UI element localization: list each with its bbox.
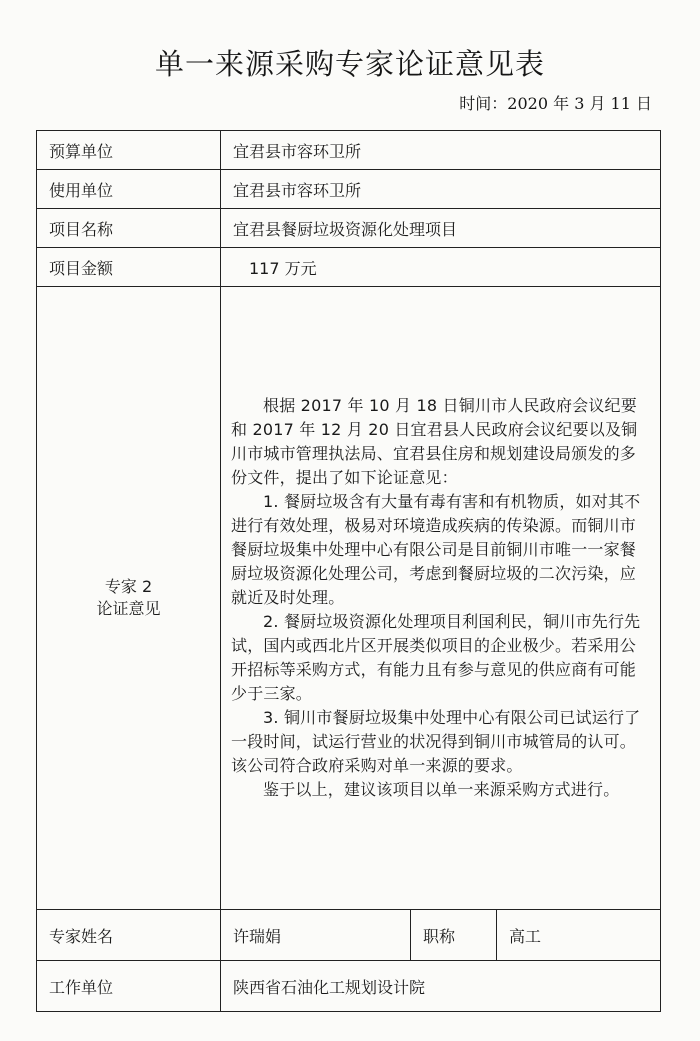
project-name-row — [37, 209, 661, 248]
using-unit-row — [37, 170, 661, 209]
expert-name-label: 专家姓名 — [37, 910, 221, 961]
work-unit-row — [37, 961, 661, 1012]
expert-opinion-label-line2: 论证意见 — [96, 599, 161, 618]
opinion-intro: 根据 2017 年 10 月 18 日铜川市人民政府会议纪要和 2017 年 12 月 20 日宜君县人民政府会议纪要以及铜川市城市管理执法局、宜君县住房和规划建设局颁发的多份文件，提出了如下论证意见： — [231, 396, 638, 487]
budget-unit-row — [37, 131, 661, 170]
expert-title-label: 职称 — [411, 910, 497, 961]
work-unit-value: 陕西省石油化工规划设计院 — [221, 961, 661, 1012]
budget-unit-label: 预算单位 — [37, 131, 221, 170]
project-amount-row — [37, 248, 661, 287]
expert-opinion-label-line1: 专家 2 — [104, 577, 153, 596]
using-unit-label: 使用单位 — [37, 170, 221, 209]
project-name-value: 宜君县餐厨垃圾资源化处理项目 — [221, 209, 661, 248]
expert-name-value: 许瑞娟 — [221, 910, 411, 961]
document-date: 时间：2020 年 3 月 11 日 — [459, 94, 652, 113]
expert-info-row — [37, 910, 661, 961]
budget-unit-value: 宜君县市容环卫所 — [221, 131, 661, 170]
project-amount-label: 项目金额 — [37, 248, 221, 287]
opinion-form-table — [36, 130, 661, 1012]
expert-opinion-label — [37, 287, 221, 910]
opinion-conclusion: 鉴于以上，建议该项目以单一来源采购方式进行。 — [263, 780, 620, 799]
project-name-label: 项目名称 — [37, 209, 221, 248]
opinion-point-2: 2. 餐厨垃圾资源化处理项目利国利民，铜川市先行先试，国内或西北片区开展类似项目的企业极少。若采用公开招标等采购方式，有能力且有参与意见的供应商有可能少于三家。 — [231, 612, 641, 703]
opinion-point-1: 1. 餐厨垃圾含有大量有毒有害和有机物质，如对其不进行有效处理，极易对环境造成疾病的传染源。而铜川市餐厨垃圾集中处理中心有限公司是目前铜川市唯一一家餐厨垃圾资源化处理公司，考虑到餐厨垃圾的二次污染，应就近及时处理。 — [231, 492, 641, 607]
document-title: 单一来源采购专家论证意见表 — [154, 47, 545, 81]
project-amount-value: 117 万元 — [221, 248, 661, 287]
using-unit-value: 宜君县市容环卫所 — [221, 170, 661, 209]
expert-opinion-row — [37, 287, 661, 910]
expert-title-value: 高工 — [497, 910, 661, 961]
opinion-point-3: 3. 铜川市餐厨垃圾集中处理中心有限公司已试运行了一段时间，试运行营业的状况得到铜川市城管局的认可。该公司符合政府采购对单一来源的要求。 — [231, 708, 641, 775]
expert-opinion-text — [221, 287, 661, 910]
work-unit-label: 工作单位 — [37, 961, 221, 1012]
